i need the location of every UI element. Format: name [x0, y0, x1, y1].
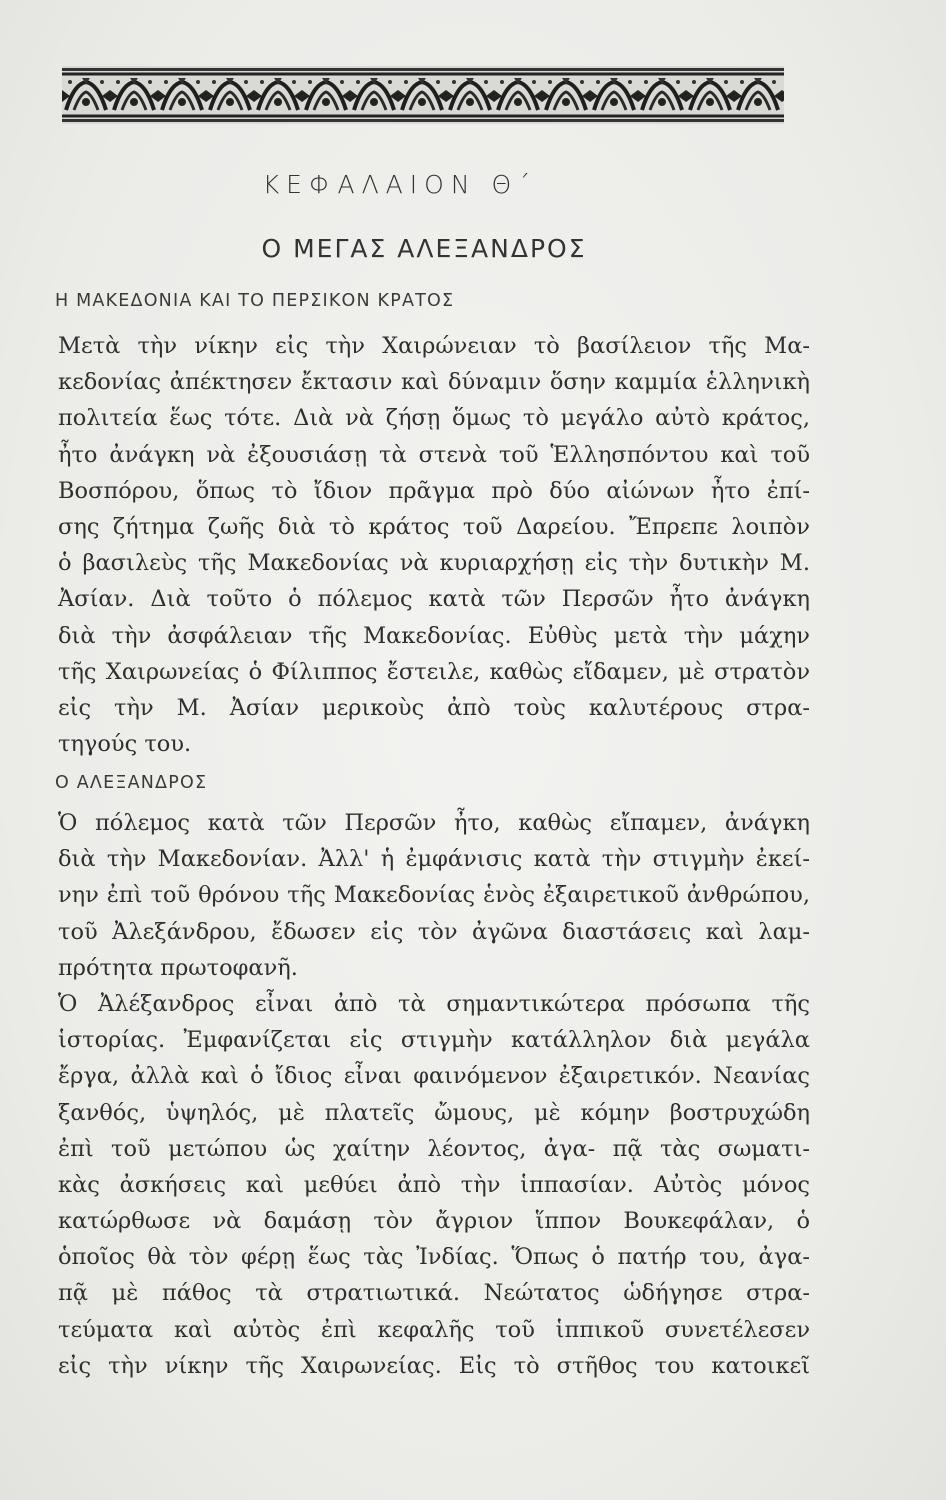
text-line: Ὁ Ἀλέξανδρος εἶναι ἀπὸ τὰ σημαντικώτερα πρόσωπα τῆς	[58, 990, 810, 1017]
text-line: νην ἐπὶ τοῦ θρόνου τῆς Μακεδονίας ἑνὸς ἐξαιρετικοῦ ἀνθρώπου,	[58, 882, 810, 909]
text-line: διὰ τὴν ἀσφάλειαν τῆς Μακεδονίας. Εὐθὺς μετὰ τὴν μάχην	[58, 622, 810, 649]
text-line: εἰς τὴν νίκην τῆς Χαιρωνείας. Εἰς τὸ στῆθος του κατοικεῖ	[58, 1352, 810, 1379]
text-line: πρότητα πρωτοφανῆ.	[58, 954, 298, 981]
text-line: ἦτο ἀνάγκη νὰ ἐξουσιάσῃ τὰ στενὰ τοῦ Ἑλλησπόντου καὶ τοῦ	[58, 441, 810, 468]
text-line: τεύματα καὶ αὐτὸς ἐπὶ κεφαλῆς τοῦ ἱππικοῦ συνετέλεσεν	[58, 1316, 810, 1343]
text-line: ἐπὶ τοῦ μετώπου ὡς χαίτην λέοντος, ἀγα- πᾷ τὰς σωματι-	[58, 1135, 810, 1162]
section-heading-alexander: Ο ΑΛΕΞΑΝΔΡΟΣ	[55, 773, 208, 793]
text-line: διὰ τὴν Μακεδονίαν. Ἀλλ' ἡ ἐμφάνισις κατὰ τὴν στιγμὴν ἐκεί-	[58, 846, 810, 873]
text-line: Βοσπόρου, ὅπως τὸ ἴδιον πρᾶγμα πρὸ δύο αἰώνων ἦτο ἐπί-	[58, 477, 810, 504]
section-heading-macedonia: Η ΜΑΚΕΔΟΝΙΑ ΚΑΙ ΤΟ ΠΕΡΣΙΚΟΝ ΚΡΑΤΟΣ	[55, 291, 455, 311]
text-line: ὁ βασιλεὺς τῆς Μακεδονίας νὰ κυριαρχήσῃ εἰς τὴν δυτικὴν Μ.	[58, 550, 810, 577]
text-line: τῆς Χαιρωνείας ὁ Φίλιππος ἔστειλε, καθὼς εἴδαμεν, μὲ στρατὸν	[58, 658, 810, 685]
text-line: σης ζήτημα ζωῆς διὰ τὸ κράτος τοῦ Δαρείου. Ἔπρεπε λοιπὸν	[58, 513, 810, 540]
text-line: κὰς ἀσκήσεις καὶ μεθύει ἀπὸ τὴν ἱππασίαν. Αὐτὸς μόνος	[58, 1171, 810, 1198]
section-body-macedonia	[58, 328, 810, 762]
text-line: τοῦ Ἀλεξάνδρου, ἔδωσεν εἰς τὸν ἀγῶνα διαστάσεις καὶ λαμ-	[58, 918, 810, 945]
text-line: πολιτεία ἕως τότε. Διὰ νὰ ζήσῃ ὅμως τὸ μεγάλο αὐτὸ κράτος,	[58, 405, 810, 432]
text-line: Μετὰ τὴν νίκην εἰς τὴν Χαιρώνειαν τὸ βασίλειον τῆς Μα-	[58, 333, 810, 359]
text-line: ἔργα, ἀλλὰ καὶ ὁ ἴδιος εἶναι φαινόμενον ἐξαιρετικόν. Νεανίας	[58, 1063, 810, 1090]
text-line: ὁποῖος θὰ τὸν φέρῃ ἕως τὰς Ἰνδίας. Ὅπως ὁ πατήρ του, ἀγα-	[58, 1244, 810, 1271]
section-body-alexander	[58, 805, 810, 1384]
chapter-label: ΚΕΦΑΛΑΙΟΝ Θ΄	[262, 170, 538, 199]
text-line: πᾷ μὲ πάθος τὰ στρατιωτικά. Νεώτατος ὡδήγησε στρα-	[58, 1280, 810, 1307]
text-line: κατώρθωσε νὰ δαμάσῃ τὸν ἄγριον ἵππον Βουκεφάλαν, ὁ	[58, 1208, 810, 1235]
text-line: ξανθός, ὑψηλός, μὲ πλατεῖς ὤμους, μὲ κόμην βοστρυχώδη	[58, 1099, 810, 1126]
ornamental-border-icon	[62, 66, 784, 124]
text-line: τηγούς του.	[58, 731, 192, 758]
text-line: κεδονίας ἀπέκτησεν ἔκτασιν καὶ δύναμιν ὅσην καμμία ἑλληνικὴ	[58, 369, 810, 396]
chapter-title: Ο ΜΕΓΑΣ ΑΛΕΞΑΝΔΡΟΣ	[261, 234, 587, 263]
text-line: Ὁ πόλεμος κατὰ τῶν Περσῶν ἦτο, καθὼς εἴπαμεν, ἀνάγκη	[58, 810, 810, 836]
text-line: εἰς τὴν Μ. Ἀσίαν μερικοὺς ἀπὸ τοὺς καλυτέρους στρα-	[58, 694, 810, 721]
text-line: Ἀσίαν. Διὰ τοῦτο ὁ πόλεμος κατὰ τῶν Περσῶν ἦτο ἀνάγκη	[58, 586, 810, 613]
text-line: ἱστορίας. Ἐμφανίζεται εἰς στιγμὴν κατάλληλον διὰ μεγάλα	[58, 1027, 810, 1054]
